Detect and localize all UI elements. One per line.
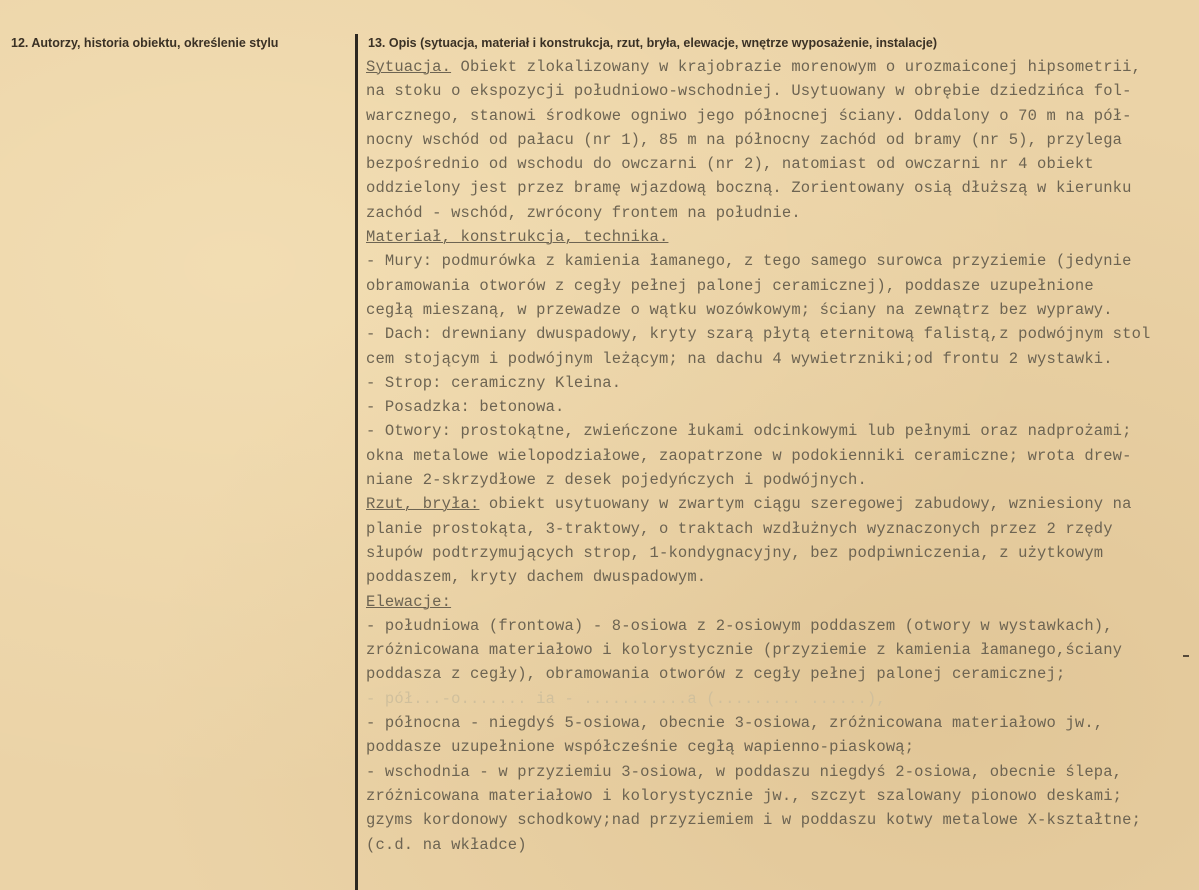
text-line: poddaszem, kryty dachem dwuspadowym. bbox=[366, 568, 707, 587]
text-line: warcznego, stanowi środkowe ogniwo jego północnej ściany. Oddalony o 70 m na pół- bbox=[366, 106, 1132, 125]
text-line: zróżnicowana materiałowo i kolorystycznie (przyziemie z kamienia łamanego,ściany bbox=[366, 641, 1123, 660]
text-line: Sytuacja. Obiekt zlokalizowany w krajobrazie morenowym o urozmaiconej hipsometrii, bbox=[366, 58, 1142, 76]
text-line: okna metalowe wielopodziałowe, zaopatrzone w podokienniki ceramiczne; wrota drew- bbox=[366, 446, 1132, 465]
text-line: poddasze uzupełnione współcześnie cegłą wapienno-piaskową; bbox=[366, 738, 915, 757]
text-line: nocny wschód od pałacu (nr 1), 85 m na północny zachód od bramy (nr 5), przylega bbox=[366, 130, 1123, 149]
text-line: - Otwory: prostokątne, zwieńczone łukami odcinkowymi lub pełnymi oraz nadprożami; bbox=[366, 422, 1132, 441]
text-line: niane 2-skrzydłowe z desek pojedyńczych i podwójnych. bbox=[366, 471, 867, 490]
section-heading-rzut: Rzut, bryła: bbox=[366, 495, 480, 514]
field-13-label: 13. Opis (sytuacja, materiał i konstrukcja, rzut, bryła, elewacje, wnętrze wyposażenie, instalacje) bbox=[368, 36, 937, 50]
ink-mark bbox=[1183, 655, 1189, 657]
text-line: słupów podtrzymujących strop, 1-kondygnacyjny, bez podpiwniczenia, z użytkowym bbox=[366, 543, 1104, 562]
text-line: na stoku o ekspozycji południowo-wschodniej. Usytuowany w obrębie dziedzińca fol- bbox=[366, 82, 1132, 101]
text-line: cem stojącym i podwójnym leżącym; na dachu 4 wywietrzniki;od frontu 2 wystawki. bbox=[366, 349, 1113, 368]
text-line: cegłą mieszaną, w przewadze o wątku wozówkowym; ściany na zewnątrz bez wyprawy. bbox=[366, 300, 1113, 319]
text-line: zachód - wschód, zwrócony frontem na południe. bbox=[366, 203, 801, 222]
text-line: poddasza z cegły), obramowania otworów z cegły pełnej palonej ceramicznej; bbox=[366, 665, 1066, 684]
field-12-label: 12. Autorzy, historia obiektu, określenie stylu bbox=[11, 36, 279, 50]
text-line: bezpośrednio od wschodu do owczarni (nr 2), natomiast od owczarni nr 4 obiekt bbox=[366, 155, 1094, 174]
description-text bbox=[366, 55, 1196, 857]
text-line: gzyms kordonowy schodkowy;nad przyziemiem i w poddaszu kotwy metalowe X-kształtne; bbox=[366, 811, 1142, 830]
text-line: - południowa (frontowa) - 8-osiowa z 2-osiowym poddaszem (otwory w wystawkach), bbox=[366, 616, 1113, 635]
section-heading-material: Materiał, konstrukcja, technika. bbox=[366, 228, 669, 247]
text-line: zróżnicowana materiałowo i kolorystycznie jw., szczyt szalowany pionowo deskami; bbox=[366, 786, 1123, 805]
column-divider bbox=[355, 34, 358, 890]
text-line: obramowania otworów z cegły pełnej palonej ceramicznej), poddasze uzupełnione bbox=[366, 276, 1094, 295]
text-line: - Posadzka: betonowa. bbox=[366, 398, 565, 417]
text-line: - Strop: ceramiczny Kleina. bbox=[366, 373, 622, 392]
section-heading-sytuacja: Sytuacja. bbox=[366, 58, 452, 76]
text-line: - wschodnia - w przyziemiu 3-osiowa, w poddaszu niegdyś 2-osiowa, obecnie ślepa, bbox=[366, 762, 1123, 781]
faded-text-line: - pół...-o....... ia - ...........a (......... ......), bbox=[366, 689, 886, 708]
text-line: - północna - niegdyś 5-osiowa, obecnie 3-osiowa, zróżnicowana materiałowo jw., bbox=[366, 714, 1104, 733]
text-line: Rzut, bryła: obiekt usytuowany w zwartym ciągu szeregowej zabudowy, wzniesiony na bbox=[366, 495, 1132, 514]
text-line: - Dach: drewniany dwuspadowy, kryty szarą płytą eternitową falistą,z podwójnym stol bbox=[366, 325, 1151, 344]
text-line: - Mury: podmurówka z kamienia łamanego, z tego samego surowca przyziemie (jedynie bbox=[366, 252, 1132, 271]
section-heading-elewacje: Elewacje: bbox=[366, 592, 452, 611]
text-line: planie prostokąta, 3-traktowy, o traktach wzdłużnych wyznaczonych przez 2 rzędy bbox=[366, 519, 1113, 538]
text-line: oddzielony jest przez bramę wjazdową boczną. Zorientowany osią dłuższą w kierunku bbox=[366, 179, 1132, 198]
continuation-note: (c.d. na wkładce) bbox=[366, 835, 527, 854]
